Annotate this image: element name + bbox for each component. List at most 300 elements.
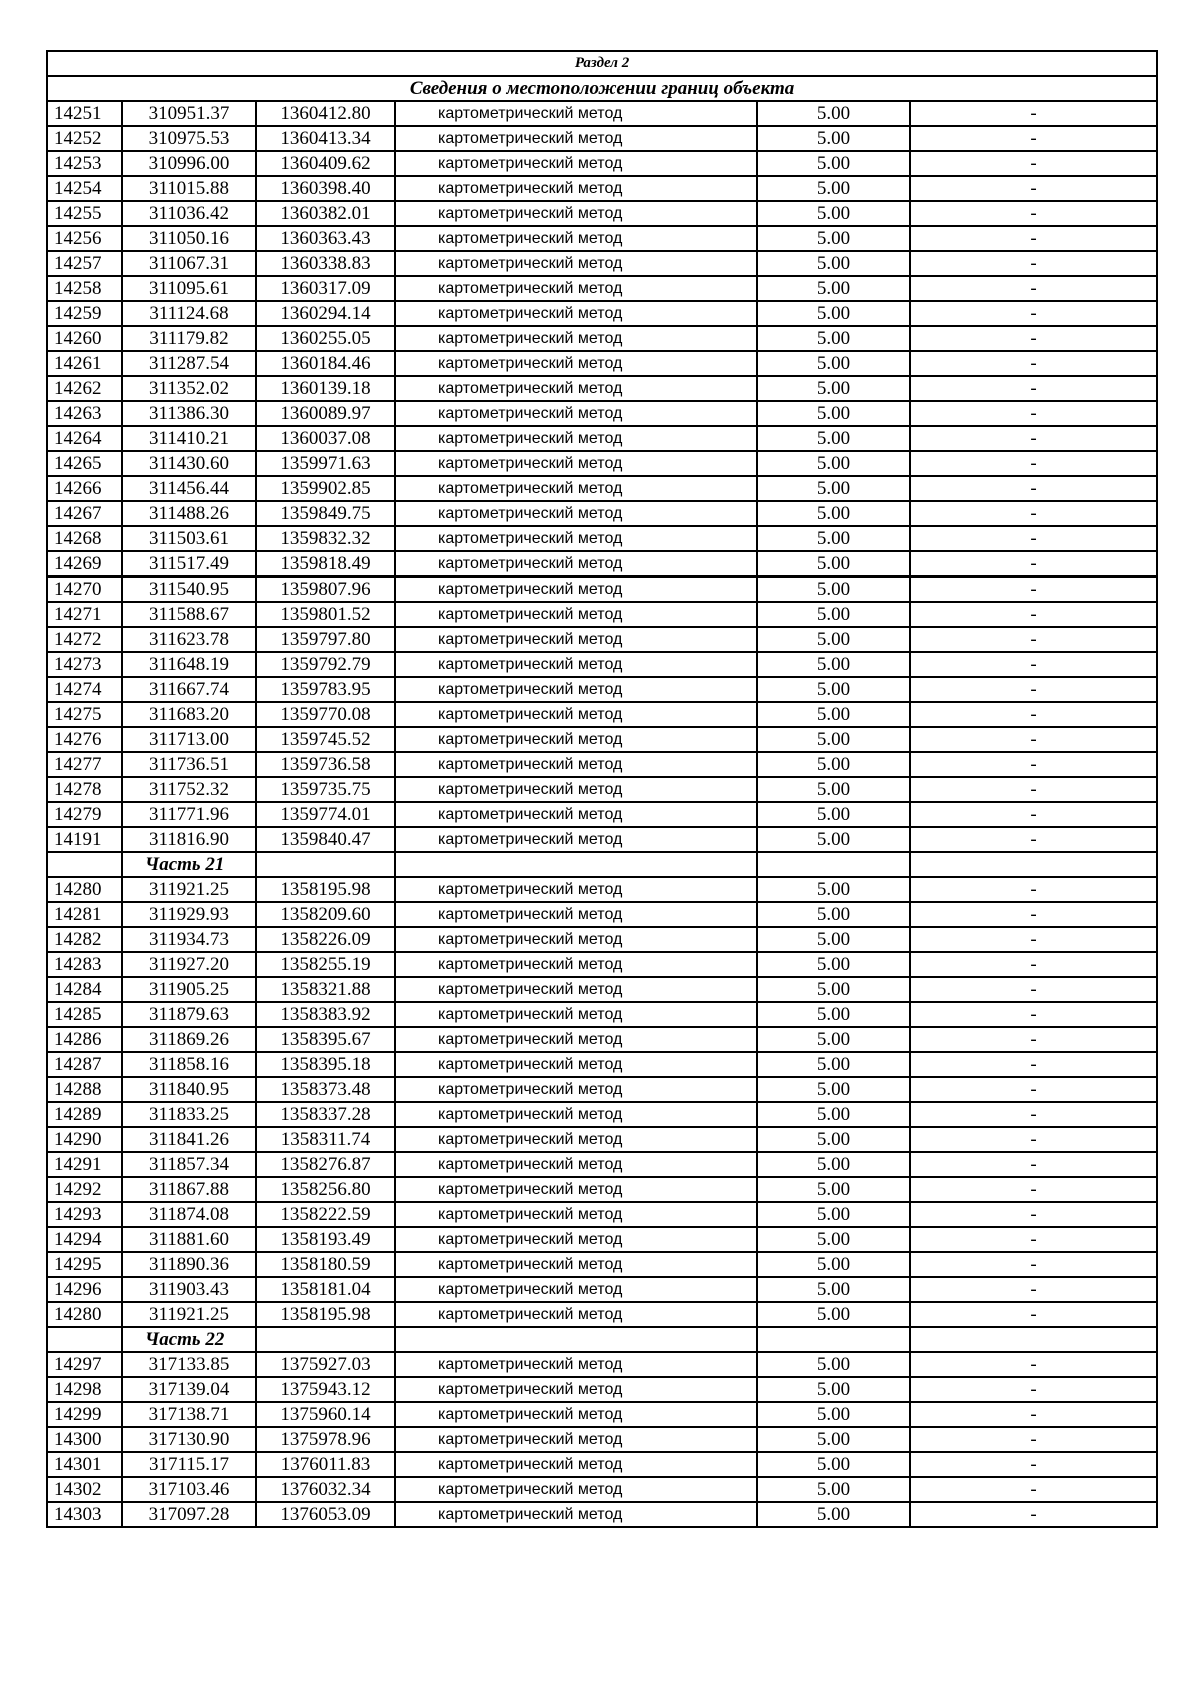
point-number-cell: 14275 (47, 702, 122, 727)
accuracy-cell: 5.00 (757, 702, 910, 727)
description-cell: - (910, 126, 1157, 151)
table-row (47, 1277, 1157, 1302)
x-coordinate-cell: 311430.60 (122, 451, 256, 476)
description-cell: - (910, 326, 1157, 351)
method-cell: картометрический метод (395, 276, 757, 301)
y-coordinate-cell: 1358181.04 (256, 1277, 395, 1302)
x-coordinate-cell: 311713.00 (122, 727, 256, 752)
table-row (47, 927, 1157, 952)
description-cell: - (910, 276, 1157, 301)
part-blank-cell (47, 852, 122, 877)
y-coordinate-cell: 1358222.59 (256, 1202, 395, 1227)
description-cell: - (910, 376, 1157, 401)
accuracy-cell: 5.00 (757, 401, 910, 426)
x-coordinate-cell: 317139.04 (122, 1377, 256, 1402)
y-coordinate-cell: 1358395.67 (256, 1027, 395, 1052)
part-blank-cell (395, 1327, 757, 1352)
point-number-cell: 14301 (47, 1452, 122, 1477)
part-blank-cell (256, 1327, 395, 1352)
point-number-cell: 14281 (47, 902, 122, 927)
method-cell: картометрический метод (395, 451, 757, 476)
point-number-cell: 14252 (47, 126, 122, 151)
table-row (47, 677, 1157, 702)
x-coordinate-cell: 311858.16 (122, 1052, 256, 1077)
description-cell: - (910, 176, 1157, 201)
point-number-cell: 14280 (47, 1302, 122, 1327)
method-cell: картометрический метод (395, 1227, 757, 1252)
y-coordinate-cell: 1376053.09 (256, 1502, 395, 1527)
point-number-cell: 14262 (47, 376, 122, 401)
point-number-cell: 14255 (47, 201, 122, 226)
accuracy-cell: 5.00 (757, 1152, 910, 1177)
accuracy-cell: 5.00 (757, 251, 910, 276)
point-number-cell: 14293 (47, 1202, 122, 1227)
table-row (47, 1002, 1157, 1027)
description-cell: - (910, 1402, 1157, 1427)
method-cell: картометрический метод (395, 1202, 757, 1227)
point-number-cell: 14285 (47, 1002, 122, 1027)
table-row (47, 276, 1157, 301)
description-cell: - (910, 777, 1157, 802)
x-coordinate-cell: 311352.02 (122, 376, 256, 401)
table-row (47, 1077, 1157, 1102)
y-coordinate-cell: 1358383.92 (256, 1002, 395, 1027)
y-coordinate-cell: 1359801.52 (256, 602, 395, 627)
method-cell: картометрический метод (395, 401, 757, 426)
y-coordinate-cell: 1359797.80 (256, 627, 395, 652)
description-cell: - (910, 151, 1157, 176)
table-row (47, 151, 1157, 176)
y-coordinate-cell: 1359745.52 (256, 727, 395, 752)
method-cell: картометрический метод (395, 1502, 757, 1527)
method-cell: картометрический метод (395, 777, 757, 802)
accuracy-cell: 5.00 (757, 802, 910, 827)
y-coordinate-cell: 1360363.43 (256, 226, 395, 251)
accuracy-cell: 5.00 (757, 1227, 910, 1252)
description-cell: - (910, 451, 1157, 476)
x-coordinate-cell: 311540.95 (122, 577, 256, 603)
accuracy-cell: 5.00 (757, 1402, 910, 1427)
x-coordinate-cell: 311840.95 (122, 1077, 256, 1102)
table-row (47, 1127, 1157, 1152)
boundary-coordinates-table (46, 50, 1158, 1528)
point-number-cell: 14280 (47, 877, 122, 902)
accuracy-cell: 5.00 (757, 101, 910, 126)
y-coordinate-cell: 1358321.88 (256, 977, 395, 1002)
table-row (47, 551, 1157, 577)
x-coordinate-cell: 311867.88 (122, 1177, 256, 1202)
y-coordinate-cell: 1359840.47 (256, 827, 395, 852)
y-coordinate-cell: 1358395.18 (256, 1052, 395, 1077)
description-cell: - (910, 1002, 1157, 1027)
description-cell: - (910, 877, 1157, 902)
y-coordinate-cell: 1360317.09 (256, 276, 395, 301)
description-cell: - (910, 677, 1157, 702)
point-number-cell: 14287 (47, 1052, 122, 1077)
method-cell: картометрический метод (395, 1177, 757, 1202)
part-header-row (47, 1327, 1157, 1352)
table-row (47, 451, 1157, 476)
table-row (47, 602, 1157, 627)
description-cell: - (910, 1377, 1157, 1402)
y-coordinate-cell: 1360255.05 (256, 326, 395, 351)
accuracy-cell: 5.00 (757, 752, 910, 777)
x-coordinate-cell: 311456.44 (122, 476, 256, 501)
point-number-cell: 14258 (47, 276, 122, 301)
method-cell: картометрический метод (395, 1152, 757, 1177)
method-cell: картометрический метод (395, 602, 757, 627)
x-coordinate-cell: 311921.25 (122, 877, 256, 902)
method-cell: картометрический метод (395, 1402, 757, 1427)
accuracy-cell: 5.00 (757, 1377, 910, 1402)
accuracy-cell: 5.00 (757, 1202, 910, 1227)
x-coordinate-cell: 311488.26 (122, 501, 256, 526)
point-number-cell: 14277 (47, 752, 122, 777)
table-row (47, 702, 1157, 727)
y-coordinate-cell: 1359736.58 (256, 752, 395, 777)
method-cell: картометрический метод (395, 1002, 757, 1027)
table-row (47, 101, 1157, 126)
description-cell: - (910, 251, 1157, 276)
x-coordinate-cell: 311833.25 (122, 1102, 256, 1127)
table-row (47, 1302, 1157, 1327)
table-row (47, 476, 1157, 501)
table-row (47, 1027, 1157, 1052)
subtitle-row (47, 76, 1157, 101)
table-row (47, 1202, 1157, 1227)
part-blank-cell (910, 1327, 1157, 1352)
accuracy-cell: 5.00 (757, 1002, 910, 1027)
accuracy-cell: 5.00 (757, 176, 910, 201)
y-coordinate-cell: 1360382.01 (256, 201, 395, 226)
description-cell: - (910, 952, 1157, 977)
method-cell: картометрический метод (395, 752, 757, 777)
y-coordinate-cell: 1358226.09 (256, 927, 395, 952)
description-cell: - (910, 702, 1157, 727)
method-cell: картометрический метод (395, 577, 757, 603)
description-cell: - (910, 752, 1157, 777)
method-cell: картометрический метод (395, 201, 757, 226)
method-cell: картометрический метод (395, 802, 757, 827)
accuracy-cell: 5.00 (757, 501, 910, 526)
table-row (47, 401, 1157, 426)
method-cell: картометрический метод (395, 902, 757, 927)
y-coordinate-cell: 1375960.14 (256, 1402, 395, 1427)
section-title: Раздел 2 (47, 51, 1157, 76)
x-coordinate-cell: 311179.82 (122, 326, 256, 351)
description-cell: - (910, 652, 1157, 677)
x-coordinate-cell: 311752.32 (122, 777, 256, 802)
point-number-cell: 14302 (47, 1477, 122, 1502)
x-coordinate-cell: 311927.20 (122, 952, 256, 977)
accuracy-cell: 5.00 (757, 877, 910, 902)
table-row (47, 251, 1157, 276)
part-label: Часть 22 (122, 1327, 256, 1352)
method-cell: картометрический метод (395, 677, 757, 702)
y-coordinate-cell: 1359774.01 (256, 802, 395, 827)
method-cell: картометрический метод (395, 1027, 757, 1052)
x-coordinate-cell: 311503.61 (122, 526, 256, 551)
x-coordinate-cell: 311921.25 (122, 1302, 256, 1327)
accuracy-cell: 5.00 (757, 1177, 910, 1202)
point-number-cell: 14271 (47, 602, 122, 627)
table-row (47, 977, 1157, 1002)
x-coordinate-cell: 311905.25 (122, 977, 256, 1002)
method-cell: картометрический метод (395, 1427, 757, 1452)
method-cell: картометрический метод (395, 376, 757, 401)
description-cell: - (910, 1477, 1157, 1502)
method-cell: картометрический метод (395, 101, 757, 126)
point-number-cell: 14257 (47, 251, 122, 276)
accuracy-cell: 5.00 (757, 1477, 910, 1502)
description-cell: - (910, 501, 1157, 526)
table-row (47, 1352, 1157, 1377)
table-row (47, 877, 1157, 902)
part-blank-cell (256, 852, 395, 877)
method-cell: картометрический метод (395, 827, 757, 852)
point-number-cell: 14265 (47, 451, 122, 476)
point-number-cell: 14272 (47, 627, 122, 652)
accuracy-cell: 5.00 (757, 326, 910, 351)
y-coordinate-cell: 1359792.79 (256, 652, 395, 677)
y-coordinate-cell: 1358195.98 (256, 877, 395, 902)
description-cell: - (910, 401, 1157, 426)
accuracy-cell: 5.00 (757, 677, 910, 702)
point-number-cell: 14295 (47, 1252, 122, 1277)
y-coordinate-cell: 1359783.95 (256, 677, 395, 702)
point-number-cell: 14299 (47, 1402, 122, 1427)
accuracy-cell: 5.00 (757, 577, 910, 603)
method-cell: картометрический метод (395, 952, 757, 977)
description-cell: - (910, 1252, 1157, 1277)
method-cell: картометрический метод (395, 1252, 757, 1277)
method-cell: картометрический метод (395, 126, 757, 151)
accuracy-cell: 5.00 (757, 1252, 910, 1277)
table-row (47, 902, 1157, 927)
table-row (47, 1477, 1157, 1502)
y-coordinate-cell: 1360412.80 (256, 101, 395, 126)
description-cell: - (910, 551, 1157, 577)
description-cell: - (910, 351, 1157, 376)
description-cell: - (910, 1077, 1157, 1102)
point-number-cell: 14254 (47, 176, 122, 201)
table-row (47, 376, 1157, 401)
method-cell: картометрический метод (395, 627, 757, 652)
point-number-cell: 14266 (47, 476, 122, 501)
point-number-cell: 14298 (47, 1377, 122, 1402)
y-coordinate-cell: 1358337.28 (256, 1102, 395, 1127)
method-cell: картометрический метод (395, 176, 757, 201)
description-cell: - (910, 1152, 1157, 1177)
x-coordinate-cell: 311881.60 (122, 1227, 256, 1252)
table-row (47, 1177, 1157, 1202)
point-number-cell: 14273 (47, 652, 122, 677)
x-coordinate-cell: 311067.31 (122, 251, 256, 276)
table-row (47, 827, 1157, 852)
y-coordinate-cell: 1375927.03 (256, 1352, 395, 1377)
accuracy-cell: 5.00 (757, 927, 910, 952)
point-number-cell: 14292 (47, 1177, 122, 1202)
y-coordinate-cell: 1360409.62 (256, 151, 395, 176)
point-number-cell: 14289 (47, 1102, 122, 1127)
point-number-cell: 14264 (47, 426, 122, 451)
accuracy-cell: 5.00 (757, 1052, 910, 1077)
description-cell: - (910, 426, 1157, 451)
x-coordinate-cell: 311036.42 (122, 201, 256, 226)
point-number-cell: 14261 (47, 351, 122, 376)
description-cell: - (910, 802, 1157, 827)
x-coordinate-cell: 317115.17 (122, 1452, 256, 1477)
method-cell: картометрический метод (395, 501, 757, 526)
x-coordinate-cell: 311287.54 (122, 351, 256, 376)
table-row (47, 627, 1157, 652)
y-coordinate-cell: 1359818.49 (256, 551, 395, 577)
method-cell: картометрический метод (395, 1377, 757, 1402)
y-coordinate-cell: 1359807.96 (256, 577, 395, 603)
point-number-cell: 14267 (47, 501, 122, 526)
accuracy-cell: 5.00 (757, 952, 910, 977)
accuracy-cell: 5.00 (757, 1102, 910, 1127)
description-cell: - (910, 602, 1157, 627)
table-row (47, 1052, 1157, 1077)
point-number-cell: 14286 (47, 1027, 122, 1052)
x-coordinate-cell: 311050.16 (122, 226, 256, 251)
table-row (47, 1427, 1157, 1452)
description-cell: - (910, 226, 1157, 251)
x-coordinate-cell: 311588.67 (122, 602, 256, 627)
x-coordinate-cell: 311683.20 (122, 702, 256, 727)
table-row (47, 727, 1157, 752)
x-coordinate-cell: 311517.49 (122, 551, 256, 577)
point-number-cell: 14274 (47, 677, 122, 702)
x-coordinate-cell: 311771.96 (122, 802, 256, 827)
x-coordinate-cell: 311410.21 (122, 426, 256, 451)
description-cell: - (910, 1202, 1157, 1227)
y-coordinate-cell: 1358180.59 (256, 1252, 395, 1277)
point-number-cell: 14290 (47, 1127, 122, 1152)
x-coordinate-cell: 311386.30 (122, 401, 256, 426)
x-coordinate-cell: 317130.90 (122, 1427, 256, 1452)
description-cell: - (910, 927, 1157, 952)
point-number-cell: 14300 (47, 1427, 122, 1452)
method-cell: картометрический метод (395, 877, 757, 902)
table-row (47, 752, 1157, 777)
method-cell: картометрический метод (395, 1452, 757, 1477)
description-cell: - (910, 727, 1157, 752)
y-coordinate-cell: 1360139.18 (256, 376, 395, 401)
x-coordinate-cell: 311841.26 (122, 1127, 256, 1152)
x-coordinate-cell: 311857.34 (122, 1152, 256, 1177)
table-body (47, 51, 1157, 1527)
part-blank-cell (757, 852, 910, 877)
method-cell: картометрический метод (395, 351, 757, 376)
point-number-cell: 14283 (47, 952, 122, 977)
description-cell: - (910, 627, 1157, 652)
description-cell: - (910, 1027, 1157, 1052)
table-row (47, 1377, 1157, 1402)
x-coordinate-cell: 317097.28 (122, 1502, 256, 1527)
x-coordinate-cell: 310996.00 (122, 151, 256, 176)
description-cell: - (910, 1452, 1157, 1477)
table-row (47, 1227, 1157, 1252)
method-cell: картометрический метод (395, 1052, 757, 1077)
table-row (47, 326, 1157, 351)
accuracy-cell: 5.00 (757, 827, 910, 852)
accuracy-cell: 5.00 (757, 1027, 910, 1052)
x-coordinate-cell: 311890.36 (122, 1252, 256, 1277)
table-row (47, 1502, 1157, 1527)
x-coordinate-cell: 311015.88 (122, 176, 256, 201)
point-number-cell: 14276 (47, 727, 122, 752)
table-row (47, 1402, 1157, 1427)
part-blank-cell (47, 1327, 122, 1352)
accuracy-cell: 5.00 (757, 777, 910, 802)
x-coordinate-cell: 311095.61 (122, 276, 256, 301)
table-row (47, 301, 1157, 326)
accuracy-cell: 5.00 (757, 201, 910, 226)
point-number-cell: 14260 (47, 326, 122, 351)
point-number-cell: 14288 (47, 1077, 122, 1102)
method-cell: картометрический метод (395, 1302, 757, 1327)
description-cell: - (910, 1227, 1157, 1252)
method-cell: картометрический метод (395, 727, 757, 752)
table-row (47, 652, 1157, 677)
method-cell: картометрический метод (395, 1127, 757, 1152)
method-cell: картометрический метод (395, 326, 757, 351)
description-cell: - (910, 1177, 1157, 1202)
description-cell: - (910, 902, 1157, 927)
y-coordinate-cell: 1358209.60 (256, 902, 395, 927)
x-coordinate-cell: 311874.08 (122, 1202, 256, 1227)
method-cell: картометрический метод (395, 251, 757, 276)
x-coordinate-cell: 311124.68 (122, 301, 256, 326)
method-cell: картометрический метод (395, 1477, 757, 1502)
point-number-cell: 14251 (47, 101, 122, 126)
part-blank-cell (757, 1327, 910, 1352)
x-coordinate-cell: 317133.85 (122, 1352, 256, 1377)
method-cell: картометрический метод (395, 551, 757, 577)
table-row (47, 176, 1157, 201)
point-number-cell: 14278 (47, 777, 122, 802)
accuracy-cell: 5.00 (757, 1077, 910, 1102)
method-cell: картометрический метод (395, 1352, 757, 1377)
x-coordinate-cell: 311816.90 (122, 827, 256, 852)
accuracy-cell: 5.00 (757, 476, 910, 501)
y-coordinate-cell: 1360089.97 (256, 401, 395, 426)
y-coordinate-cell: 1358193.49 (256, 1227, 395, 1252)
y-coordinate-cell: 1358195.98 (256, 1302, 395, 1327)
method-cell: картометрический метод (395, 652, 757, 677)
point-number-cell: 14259 (47, 301, 122, 326)
method-cell: картометрический метод (395, 1102, 757, 1127)
point-number-cell: 14282 (47, 927, 122, 952)
x-coordinate-cell: 311623.78 (122, 627, 256, 652)
x-coordinate-cell: 311903.43 (122, 1277, 256, 1302)
x-coordinate-cell: 311648.19 (122, 652, 256, 677)
accuracy-cell: 5.00 (757, 1127, 910, 1152)
table-row (47, 201, 1157, 226)
point-number-cell: 14291 (47, 1152, 122, 1177)
y-coordinate-cell: 1359849.75 (256, 501, 395, 526)
point-number-cell: 14256 (47, 226, 122, 251)
accuracy-cell: 5.00 (757, 226, 910, 251)
method-cell: картометрический метод (395, 526, 757, 551)
description-cell: - (910, 101, 1157, 126)
point-number-cell: 14279 (47, 802, 122, 827)
method-cell: картометрический метод (395, 476, 757, 501)
accuracy-cell: 5.00 (757, 902, 910, 927)
description-cell: - (910, 201, 1157, 226)
